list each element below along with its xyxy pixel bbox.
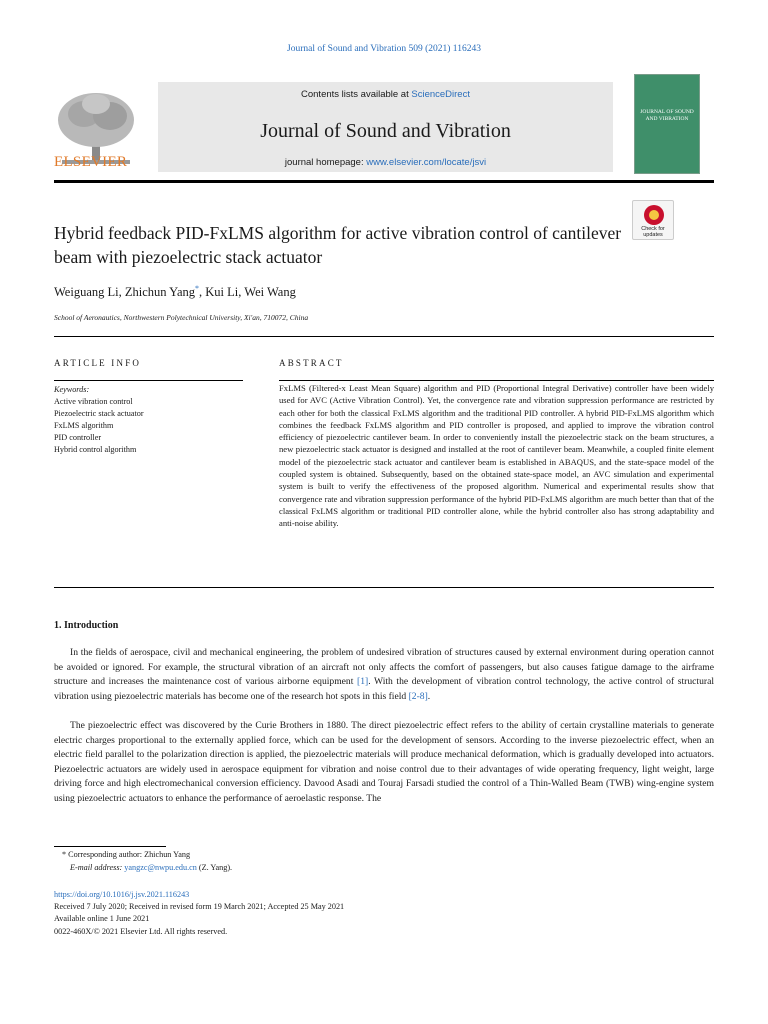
footnotes (54, 849, 654, 874)
crossmark-icon (644, 205, 664, 225)
doi-link[interactable]: https://doi.org/10.1016/j.jsv.2021.116243 (54, 890, 190, 899)
author-4: Wei Wang (244, 285, 296, 300)
header-divider (54, 336, 714, 337)
journal-masthead (54, 74, 714, 178)
journal-cover-thumbnail (634, 74, 700, 174)
author-1: Weiguang Li (54, 285, 119, 300)
homepage-prefix: journal homepage: (284, 157, 367, 168)
masthead-rule (54, 180, 714, 183)
affiliation: School of Aeronautics, Northwestern Polytechnical University, Xi'an, 710072, China (54, 313, 309, 322)
email-label: E-mail address: (70, 862, 125, 872)
available-online: Available online 1 June 2021 (54, 914, 150, 924)
author-list: Weiguang Li, Zhichun Yang*, Kui Li, Wei Wang (54, 284, 296, 300)
email-suffix: (Z. Yang). (196, 862, 233, 872)
intro-paragraph-2 (54, 719, 714, 806)
email-link[interactable]: yangzc@nwpu.edu.cn (124, 862, 197, 872)
journal-name: Journal of Sound and Vibration (260, 120, 511, 142)
contents-line (158, 89, 613, 100)
keywords-label: Keywords: (54, 385, 90, 394)
publisher-wordmark: ELSEVIER (54, 154, 128, 170)
email-note (54, 862, 654, 875)
publication-info (54, 889, 654, 938)
keyword-item: Piezoelectric stack actuator (54, 409, 144, 418)
abstract-end-divider (54, 587, 714, 588)
copyright-line: 0022-460X/© 2021 Elsevier Ltd. All rights reserved. (54, 926, 228, 936)
homepage-line (158, 157, 613, 168)
corresponding-author-note: * Corresponding author: Zhichun Yang (62, 850, 191, 859)
footnote-rule (54, 846, 166, 847)
masthead-banner (158, 82, 613, 172)
author-2: Zhichun Yang (124, 285, 196, 300)
intro-p1-text-a: In the fields of aerospace, civil and mechanical engineering, the problem of undesired vibration of structures caused by external environment during operation cannot be avoided or ignored. For example, the structural vibration of an aircraft not only affects the comfort of passengers, but also causes fatigue damage to the airframe structure and increases the maintenance cost of various airborne equipment (54, 647, 714, 687)
running-head[interactable]: Journal of Sound and Vibration 509 (2021) 116243 (287, 44, 481, 54)
crossmark-label-line1: Check for (641, 226, 665, 232)
reference-link[interactable]: [2-8] (408, 690, 428, 702)
intro-p2-text: The piezoelectric effect was discovered by the Curie Brothers in 1880. The direct piezoelectric effect refers to the ability of certain crystalline materials to generate electric charges proportional to the externally applied force, which can be used for the development of sensors. According to the inverse piezoelectric effect, when an electric field parallel to the polarization direction is applied, the piezoelectric materials will produce mechanical deformation, which is gradually developed into actuators. Piezoelectric actuators are widely used in aerospace equipment for vibration and noise control due to their advantages of wide operating frequency, light weight, large driving force and high electromechanical conversion efficiency. Davood Asadi and Touraj Farsadi studied the control of a Thin-Walled Beam (TWB) wing-engine system using piezoelectric actuators to enhance the performance of aeroelastic response. The (54, 720, 714, 804)
keyword-item: Active vibration control (54, 397, 133, 406)
check-for-updates-button[interactable] (632, 200, 674, 240)
intro-p1-text-c: . (427, 690, 431, 702)
contents-prefix: Contents lists available at (301, 89, 412, 100)
intro-p1-text-b: . With the development of vibration control technology, the active control of structural vibration using piezoelectric materials has become one of the research hot spots in this field (54, 676, 714, 702)
keyword-item: PID controller (54, 433, 102, 442)
cover-title: JOURNAL OF SOUND AND VIBRATION (640, 109, 694, 122)
paper-title: Hybrid feedback PID-FxLMS algorithm for active vibration control of cantilever beam with piezoelectric stack actuator (54, 223, 622, 267)
received-dates: Received 7 July 2020; Received in revised form 19 March 2021; Accepted 25 May 2021 (54, 902, 345, 912)
keywords-block (54, 384, 244, 456)
crossmark-label-line2: updates (643, 232, 663, 239)
introduction-heading: 1. Introduction (54, 620, 119, 631)
article-info-heading: ARTICLE INFO (54, 358, 142, 368)
keyword-item: Hybrid control algorithm (54, 445, 137, 454)
abstract-text: FxLMS (Filtered-x Least Mean Square) algorithm and PID (Proportional Integral Derivative) controller have been widely used for AVC (Active Vibration Control). Yet, the convergence rate and vibration suppression performance are restricted by each other for both the classical FxLMS algorithm and the traditional PID controller. A hybrid PID-FxLMS algorithm which combines the feedback FxLMS algorithm and PID controller is proposed, and applied to improve the vibration control efficiency of piezoelectric cantilever beam. In order to conveniently install the piezoelectric stack on the beam structures, a new piezoelectric stack actuator is designed and installed at the root of cantilever beam. Meanwhile, a coupled finite element model of the piezoelectric stack actuator and cantilever beam is established in ABAQUS, and the state-space model of the coupled system is obtained. Subsequently, based on the obtained state-space model, an AVC simulation and experimental system is built to verify the effectiveness of the proposed algorithm. Numerical and experimental results show that convergence rate and vibration suppression performance of the hybrid PID-FxLMS algorithm are much better than that of the classical FxLMS algorithm or traditional PID controller alone, while the hybrid controller also has strong adaptability and anti-noise ability. (279, 383, 714, 529)
corresponding-author-mark[interactable]: * (195, 284, 200, 293)
intro-paragraph-1 (54, 646, 714, 704)
sciencedirect-link[interactable]: ScienceDirect (411, 89, 470, 100)
article-info-rule (54, 380, 243, 381)
reference-link[interactable]: [1] (357, 676, 369, 687)
keyword-item: FxLMS algorithm (54, 421, 114, 430)
author-3: Kui Li (205, 285, 239, 300)
abstract-rule (279, 380, 714, 381)
abstract-heading: ABSTRACT (279, 358, 344, 368)
journal-homepage-link[interactable]: www.elsevier.com/locate/jsvi (366, 157, 487, 168)
crossmark-label (633, 226, 673, 238)
